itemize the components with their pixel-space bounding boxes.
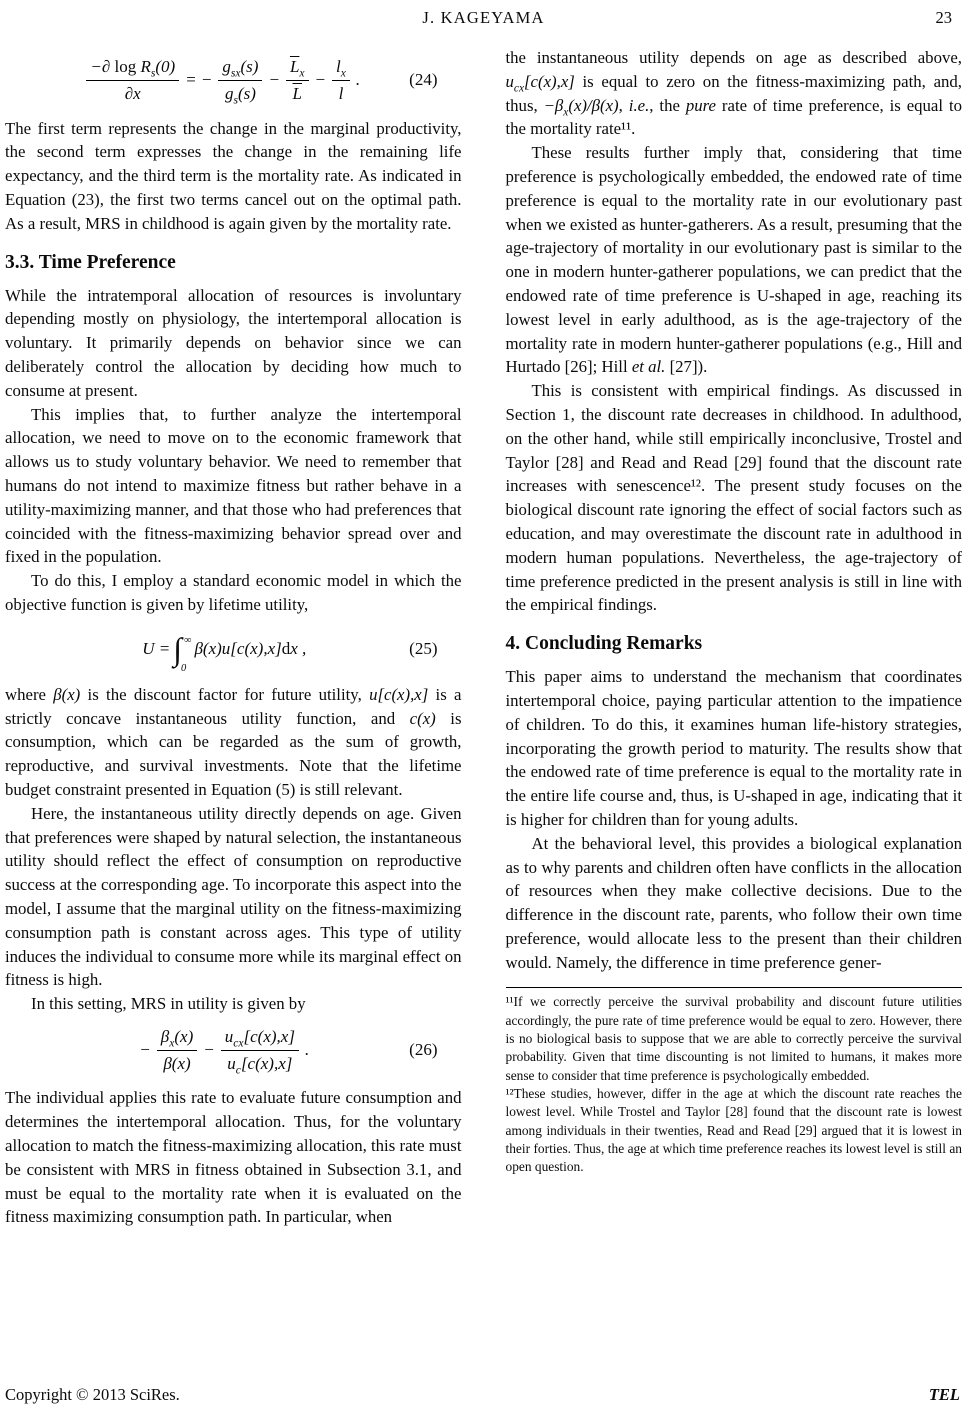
paragraph: The first term represents the change in the marginal productivity, the second term expresses the change in the remaining life expectancy, and the third term is the mortality rate. As indicated in Equation (23), the first two terms cancel out on the optimal path. As a result, MRS in childhood is again given by the mortality rate. [5, 118, 462, 233]
fraction-numerator: $g_{sx}(s)$ [218, 55, 262, 81]
integral-upper-limit: ∞ [183, 634, 192, 646]
fraction [218, 55, 262, 106]
two-column-body [5, 46, 962, 1229]
paragraph: Here, the instantaneous utility directly depends on age. Given that preferences were shaped by natural selection, the instantaneous utility should reflect the effect of consumption on reproductive success at the corresponding age. To incorporate this aspect into the model, I assume that the marginal utility on the fitness-maximizing consumption path is constant across ages. This type of utility induces the individual to consume more while its marginal effect on fitness is high. [5, 803, 462, 990]
equation-operator: = − [185, 70, 213, 90]
paragraph: While the intratemporal allocation of resources is involuntary depending mostly on physiology, the intertemporal allocation is voluntary. It primarily depends on behavior since we can deliberately control the allocation by deciding how much to consume at present. [5, 285, 462, 400]
integral-lower-limit: 0 [180, 662, 187, 674]
equation-26 [5, 1025, 444, 1076]
equation-period: . [304, 1040, 310, 1060]
page-footer [5, 1385, 960, 1405]
fraction [157, 1025, 197, 1076]
fraction-denominator: $g_s(s)$ [224, 83, 256, 107]
section-heading-3-3: 3.3. Time Preference [5, 251, 176, 273]
left-column [5, 46, 462, 1229]
paragraph: These results further imply that, considering that time preference is psychologically embedded, the endowed rate of time preference is equal to the mortality rate in our evolutionary past when we existed as hunter-gatherers. As a result, presuming that the age-trajectory of mortality in our evolutionary past is similar to the one in modern hunter-gatherer populations, we can predict that the endowed rate of time preference is U-shaped in age, reaching its lowest level in early adulthood, as is the age-trajectory of the mortality rate in modern hunter-gatherer populations (e.g., Hill and Hurtado [26]; Hill et al. [27]). [505, 143, 962, 377]
paragraph: the instantaneous utility depends on age as described above, $u_{cx}[c(x),x]$ is equal to zero on the fitness-maximizing path, and, thus, $-\beta_x(x)/\beta(x)$, i.e., the pure rate of time preference, is equal to the mortality rate¹¹. [505, 48, 963, 139]
copyright-notice: Copyright © 2013 SciRes. [5, 1385, 180, 1404]
fraction-numerator: $\overline{L}_x$ [286, 55, 309, 81]
fraction [221, 1025, 299, 1076]
fraction-denominator: ∂x [124, 83, 141, 103]
equation-25-body [142, 631, 307, 674]
footnote-11: ¹¹If we correctly perceive the survival probability and discount future utilities accordingly, the pure rate of time preference would be equal to zero. However, there is no biological basis to suppose that we are able to correctly perceive the survival probability. Given that time discounting is not limited to humans, it makes more sense to consider that time preference is psychologically embedded. [505, 994, 962, 1083]
equation-lhs: U = [142, 638, 171, 658]
fraction-numerator: −∂ $\log R_s(0)$ [86, 55, 179, 81]
equation-period: . [355, 70, 361, 90]
paragraph: where β(x) is the discount factor for future utility, u[c(x),x] is a strictly concave instantaneous utility function, and c(x) is consumption, which can be regarded as the sum of growth, reproductive, and survival investments. Note that the lifetime budget constraint presented in Equation (5) is still relevant. [5, 684, 462, 799]
fraction-denominator: β(x) [163, 1053, 191, 1073]
fraction [286, 55, 309, 106]
paragraph: This paper aims to understand the mechanism that coordinates intertemporal choice, paying particular attention to the impatience of children. To do this, it examines human life-history strategies, incorporating the growth period to maturity. The results show that the endowed rate of time preference is equal to the mortality rate in the entire life course and, thus, is U-shaped in age, indicating that it is higher for children than for young adults. [505, 667, 962, 829]
page-number: 23 [935, 8, 952, 27]
footnote-rule [506, 987, 963, 988]
fraction [86, 55, 179, 106]
paragraph: In this setting, MRS in utility is given by [31, 994, 306, 1014]
equation-number: (25) [409, 638, 438, 658]
footnote-12: ¹²These studies, however, differ in the age at which the discount rate reaches the lowest level. While Trostel and Taylor [28] found that the discount rate is lowest among individuals in their twenties, Read and Read [29] argued that it is lowest in their forties. Thus, the age at which time preference reaches its lowest level is still an open question. [505, 1085, 962, 1175]
integrand: β(x)u[c(x),x]dx , [194, 638, 307, 658]
paragraph: The individual applies this rate to evaluate future consumption and determines the intertemporal allocation. Thus, for the voluntary allocation to match the fitness-maximizing allocation, this rate must be consistent with MRS in fitness obtained in Subsection 3.1, and must be equal to the mortality rate when it is evaluated on the fitness maximizing consumption path. In particular, when [5, 1088, 462, 1227]
equation-operator: − [139, 1040, 151, 1060]
equation-24 [5, 55, 444, 106]
equation-number: (26) [409, 1040, 438, 1060]
equation-operator: − [268, 70, 280, 90]
fraction-numerator: $l_x$ [332, 55, 350, 81]
paragraph: To do this, I employ a standard economic model in which the objective function is given by lifetime utility, [5, 571, 462, 614]
paragraph: This implies that, to further analyze the intertemporal allocation, we need to move on to the economic framework that allows us to study voluntary behavior. We need to remember that humans do not intend to maximize fitness but rather behave in a utility-maximizing manner, and that those who had preferences that coincided with the fitness-maximizing behavior spread over and fixed in the population. [5, 404, 462, 567]
right-column [506, 46, 963, 1229]
fraction [332, 55, 350, 106]
page-header [5, 8, 962, 32]
fraction-denominator: $u_c[c(x),x]$ [227, 1053, 293, 1077]
equation-operator: − [203, 1040, 215, 1060]
equation-number: (24) [409, 70, 438, 90]
running-head: J. KAGEYAMA [422, 8, 545, 27]
fraction-denominator: L [292, 83, 302, 103]
equation-26-body [135, 1025, 313, 1076]
journal-abbreviation: TEL [928, 1385, 960, 1404]
equation-24-body [84, 55, 364, 106]
integral-limits [180, 632, 192, 674]
fraction-denominator: l [338, 83, 344, 103]
fraction-numerator: $u_{cx}[c(x),x]$ [221, 1025, 299, 1051]
fraction-numerator: $\beta_x(x)$ [157, 1025, 197, 1051]
paragraph: At the behavioral level, this provides a biological explanation as to why parents and children often have conflicts in the allocation of resources when they make collective decisions. Due to the difference in the discount rate, parents, who follow their own time preference, would allocate less to the present than their children would. Namely, the difference in time preference gener- [505, 833, 962, 972]
equation-25 [5, 626, 444, 672]
integral-sign: ∫ [173, 631, 182, 668]
section-heading-4: 4. Concluding Remarks [505, 633, 703, 655]
paragraph: This is consistent with empirical findings. As discussed in Section 1, the discount rate decreases in childhood. In adulthood, on the other hand, while still empirically inconclusive, Trostel and Taylor [28] and Read and Read [29] found that the discount rate increases with senescence¹². The present study focuses on the biological discount rate ignoring the effect of social factors such as education, and may overestimate the discount rate in adulthood in modern human populations. Nevertheless, the age-trajectory of time preference predicted in the present analysis is still in line with the empirical findings. [505, 381, 962, 615]
equation-operator: − [314, 70, 327, 90]
